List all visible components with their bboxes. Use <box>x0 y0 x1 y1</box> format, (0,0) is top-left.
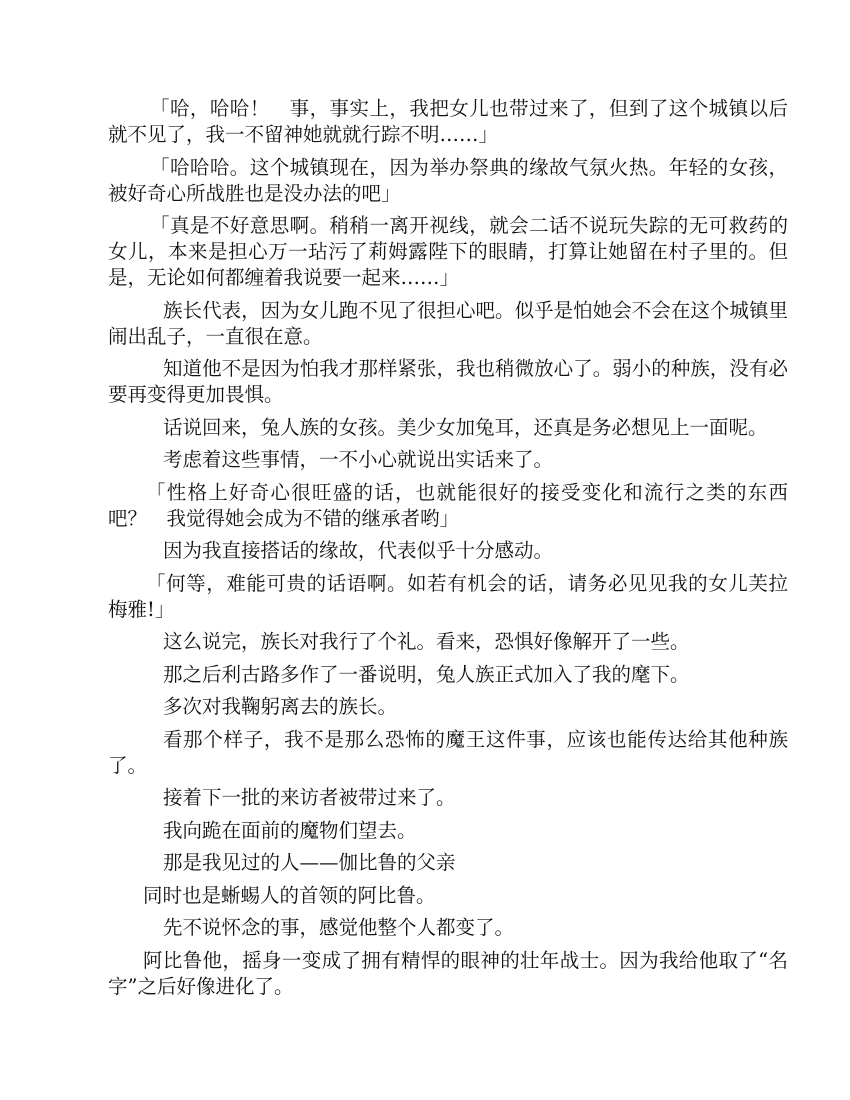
paragraph: 阿比鲁他，摇身一变成了拥有精悍的眼神的壮年战士。因为我给他取了“名字”之后好像进化了。 <box>108 948 788 998</box>
paragraph: 知道他不是因为怕我才那样紧张，我也稍微放心了。弱小的种族，没有必要再变得更加畏惧。 <box>108 357 788 406</box>
paragraph: 考虑着这些事情，一不小心就说出实话来了。 <box>163 448 554 471</box>
paragraph: 那之后利古路多作了一番说明，兔人族正式加入了我的麾下。 <box>163 662 690 686</box>
paragraph: 「哈，哈哈！ 事，事实上，我把女儿也带过来了，但到了这个城镇以后就不见了，我一不留神她就就行踪不明……」 <box>108 97 788 146</box>
paragraph: 先不说怀念的事，感觉他整个人都变了。 <box>163 916 515 939</box>
paragraph: 「真是不好意思啊。稍稍一离开视线，就会二话不说玩失踪的无可救药的女儿，本来是担心万一玷污了莉姆露陛下的眼睛，打算让她留在村子里的。但是，无论如何都缠着我说要一起来……」 <box>108 214 788 289</box>
paragraph: 「性格上好奇心很旺盛的话，也就能很好的接受变化和流行之类的东西吧？ 我觉得她会成为不错的继承者哟」 <box>108 480 788 530</box>
document-body <box>108 96 788 1006</box>
paragraph: 因为我直接搭话的缘故，代表似乎十分感动。 <box>163 539 554 562</box>
paragraph: 多次对我鞠躬离去的族长。 <box>163 695 398 718</box>
paragraph: 「哈哈哈。这个城镇现在，因为举办祭典的缘故气氛火热。年轻的女孩，被好奇心所战胜也是没办法的吧」 <box>108 155 788 205</box>
paragraph: 同时也是蜥蜴人的首领的阿比鲁。 <box>143 883 436 907</box>
paragraph: 这么说完，族长对我行了个礼。看来，恐惧好像解开了一些。 <box>163 630 690 653</box>
paragraph: 「何等，难能可贵的话语啊。如若有机会的话，请务必见见我的女儿芙拉梅雅!」 <box>108 571 788 621</box>
paragraph: 话说回来，兔人族的女孩。美少女加兔耳，还真是务必想见上一面呢。 <box>163 415 768 439</box>
paragraph: 族长代表，因为女儿跑不见了很担心吧。似乎是怕她会不会在这个城镇里闹出乱子，一直很在意。 <box>108 298 788 348</box>
paragraph: 看那个样子，我不是那么恐怖的魔王这件事，应该也能传达给其他种族了。 <box>108 727 788 777</box>
paragraph: 我向跪在面前的魔物们望去。 <box>163 818 417 842</box>
paragraph: 接着下一批的来访者被带过来了。 <box>163 786 456 809</box>
paragraph: 那是我见过的人——伽比鲁的父亲 <box>163 851 456 874</box>
